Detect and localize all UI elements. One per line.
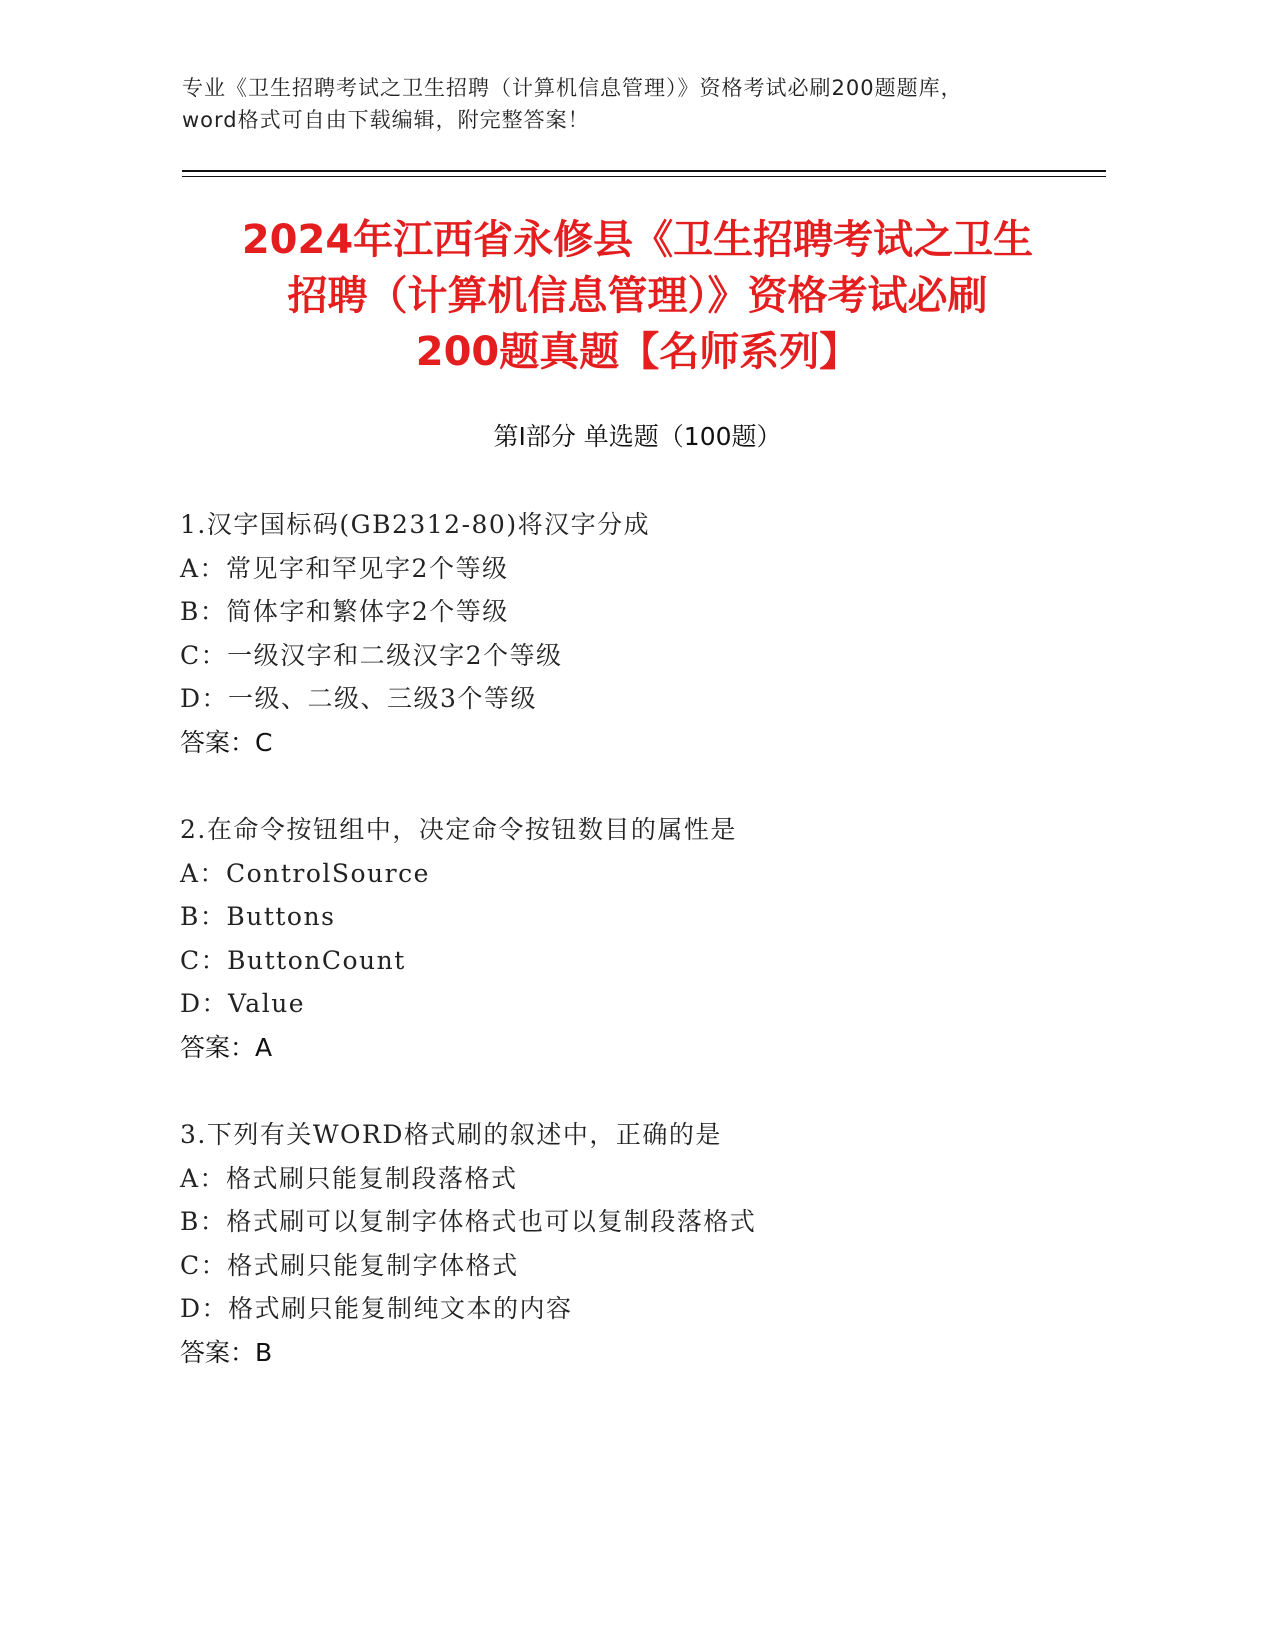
option-d: D：Value (180, 989, 306, 1018)
question-3 (180, 1113, 1080, 1374)
option-b: B：格式刷可以复制字体格式也可以复制段落格式 (180, 1207, 757, 1236)
document-title-line-1: 2024年江西省永修县《卫生招聘考试之卫生 (241, 217, 1034, 263)
question-stem: 2.在命令按钮组中，决定命令按钮数目的属性是 (180, 815, 737, 844)
header-note-line-2: word格式可自由下载编辑，附完整答案！ (182, 108, 590, 132)
option-b: B：简体字和繁体字2个等级 (180, 597, 509, 626)
document-title-line-2: 招聘（计算机信息管理）》资格考试必刷 (287, 273, 988, 319)
document-title-line-3: 200题真题【名师系列】 (415, 329, 860, 375)
header-divider-thick (182, 170, 1106, 172)
header-note (182, 72, 1082, 136)
section-heading: 第Ⅰ部分 单选题（100题） (493, 422, 782, 451)
option-c: C：ButtonCount (180, 945, 406, 975)
question-stem: 1.汉字国标码(GB2312-80)将汉字分成 (180, 510, 651, 539)
answer-line: 答案：C (180, 727, 273, 757)
question-2 (180, 808, 1080, 1069)
option-a: A：格式刷只能复制段落格式 (180, 1163, 518, 1193)
header-divider-thin (182, 176, 1106, 177)
option-b: B：Buttons (180, 902, 336, 931)
question-1 (180, 503, 1080, 764)
option-a: A：ControlSource (180, 858, 430, 888)
document-title (150, 212, 1125, 380)
question-stem: 3.下列有关WORD格式刷的叙述中，正确的是 (180, 1120, 722, 1149)
answer-line: 答案：A (180, 1032, 273, 1062)
option-d: D：格式刷只能复制纯文本的内容 (180, 1294, 573, 1323)
option-d: D：一级、二级、三级3个等级 (180, 684, 537, 713)
option-a: A：常见字和罕见字2个等级 (180, 553, 509, 583)
header-note-line-1: 专业《卫生招聘考试之卫生招聘（计算机信息管理）》资格考试必刷200题题库， (182, 76, 963, 100)
option-c: C：格式刷只能复制字体格式 (180, 1250, 519, 1280)
answer-line: 答案：B (180, 1337, 273, 1367)
option-c: C：一级汉字和二级汉字2个等级 (180, 640, 563, 670)
